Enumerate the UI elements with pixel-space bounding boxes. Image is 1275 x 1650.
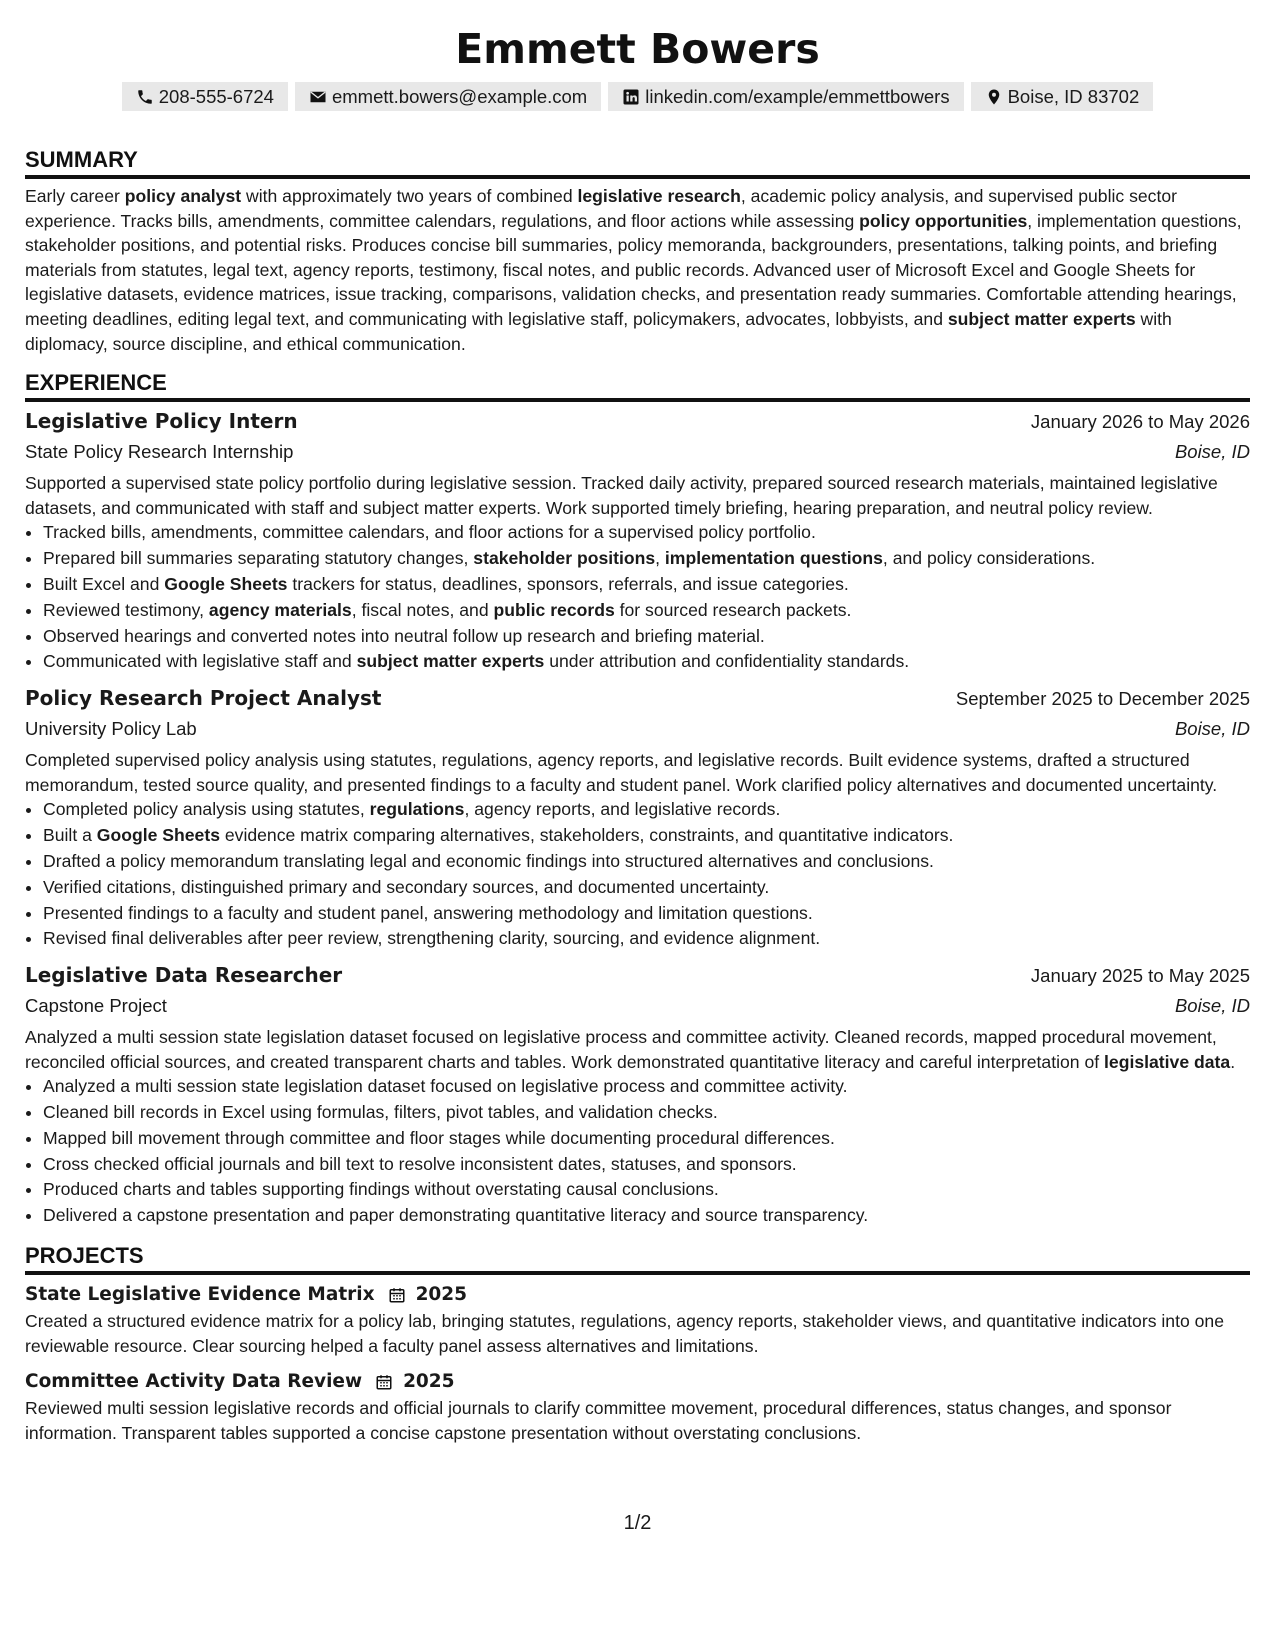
text-run: under attribution and confidentiality standards. [544, 651, 910, 672]
job-entry [25, 406, 1250, 675]
projects-section [25, 1243, 1250, 1445]
bold-text: public records [493, 599, 615, 620]
text-run: Built a [43, 825, 97, 846]
summary-section [25, 147, 1250, 356]
job-title: Legislative Data Researcher [25, 963, 343, 988]
job-description [25, 748, 1250, 797]
bullet-item [43, 849, 1250, 875]
linkedin-icon [622, 88, 640, 106]
job-organization: State Policy Research Internship [25, 441, 294, 463]
bold-text: subject matter experts [947, 308, 1136, 329]
map-pin-icon [985, 88, 1003, 106]
section-title-experience: EXPERIENCE [25, 370, 1250, 402]
bold-text: stakeholder positions [473, 548, 656, 569]
text-run: Completed supervised policy analysis using statutes, regulations, agency reports, and legislative records. Built evidence systems, drafted a structured memorandum, tested source quality, and presented findings to a faculty and student panel. Work clarified policy alternatives and documented uncertainty. [25, 750, 1218, 795]
text-run: Prepared bill summaries separating statutory changes, [43, 548, 474, 569]
text-run: Delivered a capstone presentation and paper demonstrating quantitative literacy and source transparency. [43, 1205, 869, 1226]
project-year: 2025 [403, 1371, 455, 1393]
text-run: . [1230, 1051, 1236, 1072]
text-run: Revised final deliverables after peer review, strengthening clarity, sourcing, and evidence alignment. [43, 928, 821, 949]
text-run: Cleaned bill records in Excel using formulas, filters, pivot tables, and validation checks. [43, 1102, 718, 1123]
project-title: State Legislative Evidence Matrix [25, 1284, 375, 1306]
email-chip[interactable]: emmett.bowers@example.com [295, 82, 601, 111]
text-run: Early career [25, 186, 125, 206]
text-run: Supported a supervised state policy portfolio during legislative session. Tracked daily activity, prepared sourced research materials, maintained legislative datasets, and communicated with staff and subject matter experts. Work supported timely briefing, hearing preparation, and neutral policy review. [25, 473, 1218, 518]
text-run: , implementation questions, stakeholder positions, and potential risks. Produces concise bill summaries, policy memoranda, backgrounders, presentations, talking points, and briefing materials from statutes, legal text, agency reports, testimony, fiscal notes, and public records. Advanced user of Microsoft Excel and Google Sheets for legislative datasets, evidence matrices, issue tracking, comparisons, validation checks, and presentation ready summaries. Comfortable attending hearings, meeting deadlines, editing legal text, and communicating with legislative staff, policymakers, advocates, lobbyists, and [25, 210, 1242, 329]
project-description: Reviewed multi session legislative records and official journals to clarify committee movement, procedural differences, status changes, and sponsor information. Transparent tables supported a concise capstone presentation without overstating conclusions. [25, 1398, 1172, 1443]
job-title: Legislative Policy Intern [25, 409, 298, 434]
project-year: 2025 [415, 1284, 468, 1306]
text-run: Mapped bill movement through committee and floor stages while documenting procedural differences. [43, 1127, 835, 1148]
bullet-item [43, 1152, 1250, 1178]
text-run: Completed policy analysis using statutes, [43, 799, 370, 820]
experience-section [25, 370, 1250, 1229]
bold-text: policy opportunities [859, 210, 1028, 231]
section-title-summary: SUMMARY [25, 147, 1250, 179]
text-run: Analyzed a multi session state legislation dataset focused on legislative process and committee activity. Cleaned records, mapped procedural movement, reconciled official sources, and created transparent charts and tables. Work demonstrated quantitative literacy and careful interpretation of [25, 1027, 1217, 1072]
bold-text: regulations [369, 799, 465, 820]
job-organization: University Policy Lab [25, 718, 197, 740]
job-location: Boise, ID [1174, 441, 1250, 463]
project-description: Created a structured evidence matrix for a policy lab, bringing statutes, regulations, agency reports, stakeholder views, and quantitative indicators into one reviewable resource. Clear sourcing helped a faculty panel assess alternatives and limitations. [25, 1311, 1224, 1356]
bold-text: legislative research [577, 186, 741, 206]
envelope-icon [309, 88, 327, 106]
text-run: Drafted a policy memorandum translating legal and economic findings into structured alternatives and conclusions. [43, 850, 934, 871]
bullet-item [43, 649, 1250, 675]
job-bullets [25, 520, 1250, 675]
bullet-item [43, 823, 1250, 849]
bullet-item [43, 797, 1250, 823]
job-bullets [25, 1074, 1250, 1229]
job-dates: September 2025 to December 2025 [955, 688, 1250, 710]
bullet-item [43, 1177, 1250, 1203]
location-chip: Boise, ID 83702 [971, 82, 1154, 111]
project-title: Committee Activity Data Review [25, 1371, 363, 1393]
phone-chip[interactable]: 208-555-6724 [122, 82, 288, 111]
bullet-item [43, 1100, 1250, 1126]
text-run: with diplomacy, source discipline, and ethical communication. [25, 308, 1172, 354]
page-number: 1/2 [623, 1512, 652, 1534]
bullet-item [43, 875, 1250, 901]
text-run: , agency reports, and legislative records. [464, 799, 781, 820]
bold-text: Google Sheets [96, 825, 220, 846]
bullet-item [43, 546, 1250, 572]
text-run: Verified citations, distinguished primary and secondary sources, and documented uncertainty. [43, 876, 770, 897]
text-run: Tracked bills, amendments, committee calendars, and floor actions for a supervised policy portfolio. [43, 522, 816, 543]
section-title-projects: PROJECTS [25, 1243, 1250, 1275]
job-dates: January 2025 to May 2025 [1030, 965, 1250, 987]
text-run: Analyzed a multi session state legislation dataset focused on legislative process and committee activity. [43, 1076, 848, 1097]
job-description [25, 471, 1250, 520]
bullet-item [43, 598, 1250, 624]
text-run: Cross checked official journals and bill text to resolve inconsistent dates, statuses, and sponsors. [43, 1153, 797, 1174]
job-location: Boise, ID [1174, 718, 1250, 740]
job-location: Boise, ID [1174, 995, 1250, 1017]
bold-text: Google Sheets [164, 573, 288, 594]
bold-text: implementation questions [664, 548, 883, 569]
bullet-item [43, 572, 1250, 598]
bullet-item [43, 520, 1250, 546]
text-run: , and policy considerations. [882, 548, 1096, 569]
job-title: Policy Research Project Analyst [25, 686, 382, 711]
text-run: Communicated with legislative staff and [43, 651, 357, 672]
text-run: , fiscal notes, and [351, 599, 494, 620]
project-entry [25, 1281, 1250, 1358]
bullet-item [43, 624, 1250, 650]
job-entry [25, 960, 1250, 1229]
phone-icon [136, 88, 154, 106]
bullet-item [43, 926, 1250, 952]
bold-text: policy analyst [124, 186, 242, 206]
bold-text: legislative data [1104, 1051, 1231, 1072]
text-run: Built Excel and [43, 573, 165, 594]
bold-text: agency materials [208, 599, 352, 620]
summary-text [25, 184, 1250, 356]
text-run: with approximately two years of combined [241, 186, 578, 206]
job-entry [25, 683, 1250, 952]
calendar-icon [375, 1373, 393, 1391]
bullet-item [43, 901, 1250, 927]
linkedin-chip[interactable]: linkedin.com/example/emmettbowers [608, 82, 963, 111]
text-run: evidence matrix comparing alternatives, stakeholders, constraints, and quantitative indicators. [219, 825, 954, 846]
bullet-item [43, 1126, 1250, 1152]
text-run: Observed hearings and converted notes into neutral follow up research and briefing material. [43, 625, 765, 646]
resume-page [25, 0, 1250, 1445]
text-run: Produced charts and tables supporting findings without overstating causal conclusions. [43, 1179, 719, 1200]
job-description [25, 1025, 1250, 1074]
project-entry [25, 1368, 1250, 1445]
text-run: Reviewed testimony, [43, 599, 209, 620]
candidate-name: Emmett Bowers [455, 25, 820, 73]
contact-bar [25, 82, 1250, 111]
job-organization: Capstone Project [25, 995, 167, 1017]
job-bullets [25, 797, 1250, 952]
text-run: , [655, 548, 665, 569]
text-run: , academic policy analysis, and supervised public sector experience. Tracks bills, amendments, committee calendars, regulations, and floor actions while assessing [25, 186, 1177, 231]
calendar-icon [388, 1286, 406, 1304]
bullet-item [43, 1074, 1250, 1100]
job-dates: January 2026 to May 2026 [1030, 411, 1250, 433]
text-run: trackers for status, deadlines, sponsors, referrals, and issue categories. [287, 573, 849, 594]
bullet-item [43, 1203, 1250, 1229]
text-run: Presented findings to a faculty and student panel, answering methodology and limitation questions. [43, 902, 813, 923]
bold-text: subject matter experts [356, 651, 545, 672]
text-run: for sourced research packets. [614, 599, 852, 620]
